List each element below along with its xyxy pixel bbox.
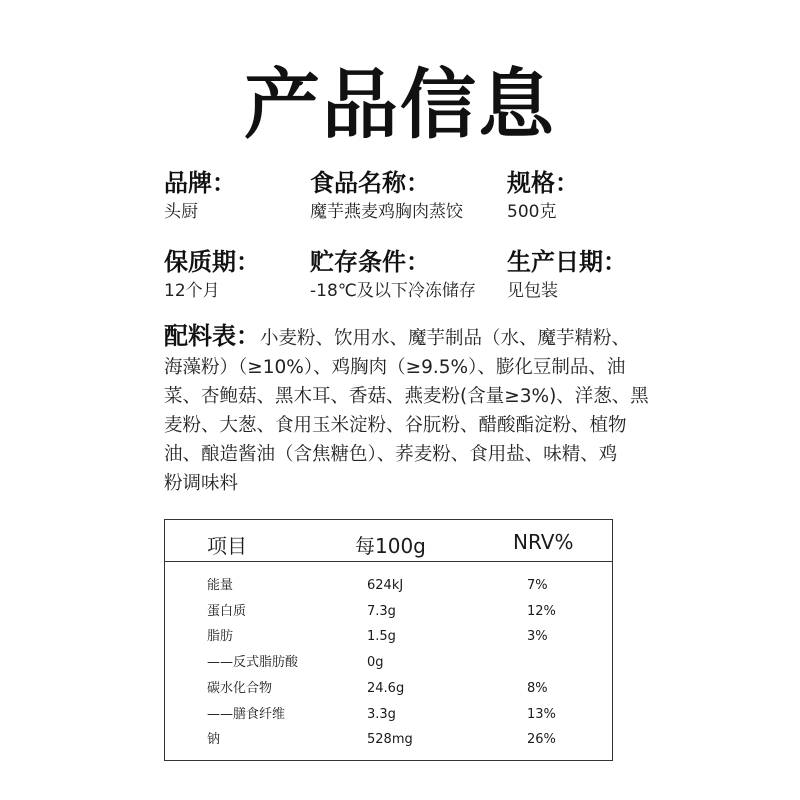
ingredients-line: 菜、杏鲍菇、黑木耳、香菇、燕麦粉(含量≥3%)、洋葱、黑 bbox=[164, 386, 649, 407]
table-row bbox=[165, 625, 612, 649]
storage-value: -18℃及以下冷冻储存 bbox=[310, 281, 476, 301]
ingredients-line: 海藻粉）（≥10%）、鸡胸肉（≥9.5%）、膨化豆制品、油 bbox=[164, 357, 626, 378]
nutrient-amount: 624kJ bbox=[367, 578, 404, 593]
spec-value: 500克 bbox=[507, 202, 557, 222]
nutrient-name: 钠 bbox=[207, 732, 221, 748]
nutrient-nrv: 13% bbox=[527, 706, 556, 722]
nutrient-name: 碳水化合物 bbox=[207, 680, 273, 696]
shelf-life-label: 保质期： bbox=[164, 248, 260, 276]
nutrient-nrv: 26% bbox=[527, 732, 556, 748]
spec-field bbox=[507, 168, 579, 224]
table-row bbox=[165, 703, 612, 727]
nutrient-amount: 3.3g bbox=[367, 706, 396, 722]
nutrient-nrv: 3% bbox=[527, 629, 548, 645]
shelf-life-field bbox=[164, 247, 260, 303]
ingredients-line: 油、酿造酱油（含焦糖色）、荞麦粉、食用盐、味精、鸡 bbox=[164, 444, 618, 465]
product-name-label: 食品名称： bbox=[310, 169, 430, 197]
header-item: 项目 bbox=[207, 534, 247, 558]
nutrient-amount: 0g bbox=[367, 655, 384, 671]
ingredients-line: 小麦粉、饮用水、魔芋制品（水、魔芋精粉、 bbox=[260, 328, 631, 349]
nutrient-name: 蛋白质 bbox=[207, 603, 247, 619]
nutrient-name: ——膳食纤维 bbox=[207, 706, 286, 722]
brand-value: 头厨 bbox=[164, 202, 198, 222]
nutrient-nrv: 12% bbox=[527, 603, 556, 619]
nutrient-name: ——反式脂肪酸 bbox=[207, 655, 299, 671]
brand-label: 品牌： bbox=[164, 169, 236, 197]
nutrient-name: 脂肪 bbox=[207, 629, 234, 645]
product-name-value: 魔芋燕麦鸡胸肉蒸饺 bbox=[310, 202, 463, 222]
production-date-label: 生产日期： bbox=[507, 248, 627, 276]
nutrition-table-header bbox=[165, 520, 612, 562]
brand-field bbox=[164, 168, 236, 224]
ingredients-line: 粉调味料 bbox=[164, 473, 239, 494]
nutrition-table bbox=[164, 519, 613, 761]
nutrient-amount: 1.5g bbox=[367, 629, 396, 645]
ingredients-section bbox=[164, 322, 684, 498]
table-row bbox=[165, 677, 612, 701]
product-name-field bbox=[310, 168, 463, 224]
nutrient-amount: 528mg bbox=[367, 732, 413, 748]
ingredients-label: 配料表： bbox=[164, 322, 260, 350]
storage-label: 贮存条件： bbox=[310, 248, 430, 276]
ingredients-line: 麦粉、大葱、食用玉米淀粉、谷朊粉、醋酸酯淀粉、植物 bbox=[164, 415, 627, 436]
spec-label: 规格： bbox=[507, 169, 579, 197]
nutrient-amount: 24.6g bbox=[367, 680, 405, 696]
table-row bbox=[165, 651, 612, 675]
production-date-field bbox=[507, 247, 627, 303]
header-per-100g: 每100g bbox=[355, 534, 426, 558]
nutrient-amount: 7.3g bbox=[367, 603, 396, 619]
table-row bbox=[165, 574, 612, 598]
nutrient-nrv: 8% bbox=[527, 680, 548, 696]
header-nrv: NRV% bbox=[513, 530, 574, 554]
nutrient-name: 能量 bbox=[207, 578, 234, 593]
page-title: 产品信息 bbox=[244, 60, 556, 149]
nutrient-nrv: 7% bbox=[527, 578, 548, 593]
table-row bbox=[165, 728, 612, 752]
storage-field bbox=[310, 247, 476, 303]
table-row bbox=[165, 600, 612, 624]
shelf-life-value: 12个月 bbox=[164, 281, 220, 301]
production-date-value: 见包装 bbox=[507, 281, 558, 301]
